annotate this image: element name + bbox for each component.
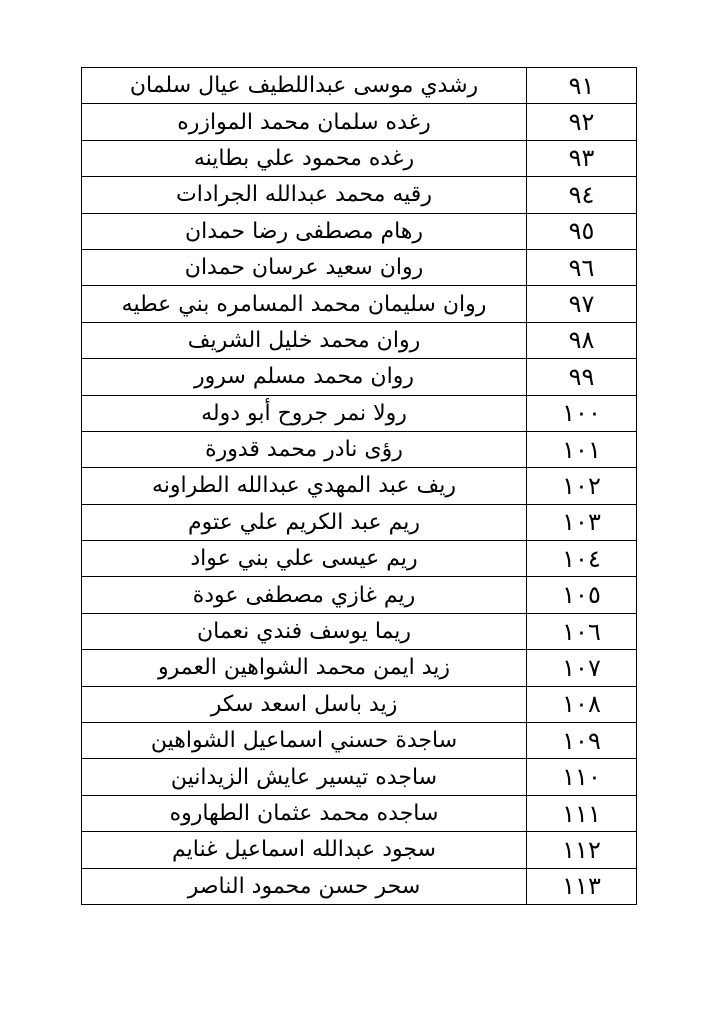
roster-body — [82, 68, 637, 905]
row-number-cell: ٩٢ — [527, 104, 637, 140]
student-name-cell: ساجده تيسير عايش الزيدانين — [82, 759, 527, 795]
row-number-cell: ١٠٨ — [527, 686, 637, 722]
student-name-cell: ساجده محمد عثمان الطهاروه — [82, 795, 527, 831]
student-name-cell: روان محمد مسلم سرور — [82, 359, 527, 395]
row-number-cell: ١١٢ — [527, 832, 637, 868]
table-row — [82, 395, 637, 431]
table-row — [82, 104, 637, 140]
student-name-cell: رغده سلمان محمد الموازره — [82, 104, 527, 140]
student-name-cell: رقيه محمد عبدالله الجرادات — [82, 177, 527, 213]
row-number-cell: ١٠٢ — [527, 468, 637, 504]
table-row — [82, 868, 637, 904]
table-row — [82, 322, 637, 358]
table-row — [82, 249, 637, 285]
student-name-cell: رغده محمود علي بطاينه — [82, 140, 527, 176]
row-number-cell: ١٠٣ — [527, 504, 637, 540]
student-roster-table — [81, 67, 637, 905]
student-name-cell: ريما يوسف فندي نعمان — [82, 613, 527, 649]
table-row — [82, 577, 637, 613]
student-name-cell: ريف عبد المهدي عبدالله الطراونه — [82, 468, 527, 504]
table-row — [82, 759, 637, 795]
table-row — [82, 504, 637, 540]
table-row — [82, 832, 637, 868]
row-number-cell: ٩٤ — [527, 177, 637, 213]
row-number-cell: ١١١ — [527, 795, 637, 831]
table-row — [82, 213, 637, 249]
student-name-cell: رهام مصطفى رضا حمدان — [82, 213, 527, 249]
student-name-cell: رولا نمر جروح أبو دوله — [82, 395, 527, 431]
row-number-cell: ٩٨ — [527, 322, 637, 358]
student-name-cell: رؤى نادر محمد قدورة — [82, 431, 527, 467]
row-number-cell: ١٠٩ — [527, 723, 637, 759]
student-name-cell: سحر حسن محمود الناصر — [82, 868, 527, 904]
student-name-cell: ريم عبد الكريم علي عتوم — [82, 504, 527, 540]
student-name-cell: روان سعيد عرسان حمدان — [82, 249, 527, 285]
row-number-cell: ١٠٧ — [527, 650, 637, 686]
student-name-cell: ريم غازي مصطفى عودة — [82, 577, 527, 613]
row-number-cell: ١١٠ — [527, 759, 637, 795]
student-name-cell: ريم عيسى علي بني عواد — [82, 541, 527, 577]
table-row — [82, 68, 637, 104]
row-number-cell: ٩٥ — [527, 213, 637, 249]
row-number-cell: ٩١ — [527, 68, 637, 104]
row-number-cell: ١٠٦ — [527, 613, 637, 649]
row-number-cell: ١٠٠ — [527, 395, 637, 431]
row-number-cell: ١١٣ — [527, 868, 637, 904]
table-row — [82, 359, 637, 395]
student-name-cell: روان محمد خليل الشريف — [82, 322, 527, 358]
table-row — [82, 140, 637, 176]
student-name-cell: زيد ايمن محمد الشواهين العمرو — [82, 650, 527, 686]
table-row — [82, 723, 637, 759]
row-number-cell: ٩٦ — [527, 249, 637, 285]
table-row — [82, 795, 637, 831]
student-name-cell: زيد باسل اسعد سكر — [82, 686, 527, 722]
table-row — [82, 686, 637, 722]
student-name-cell: رشدي موسى عبداللطيف عيال سلمان — [82, 68, 527, 104]
row-number-cell: ١٠٤ — [527, 541, 637, 577]
row-number-cell: ١٠٥ — [527, 577, 637, 613]
table-row — [82, 468, 637, 504]
row-number-cell: ٩٩ — [527, 359, 637, 395]
table-row — [82, 650, 637, 686]
table-row — [82, 613, 637, 649]
row-number-cell: ٩٧ — [527, 286, 637, 322]
student-name-cell: سجود عبدالله اسماعيل غنايم — [82, 832, 527, 868]
row-number-cell: ١٠١ — [527, 431, 637, 467]
student-name-cell: روان سليمان محمد المسامره بني عطيه — [82, 286, 527, 322]
table-row — [82, 177, 637, 213]
student-name-cell: ساجدة حسني اسماعيل الشواهين — [82, 723, 527, 759]
row-number-cell: ٩٣ — [527, 140, 637, 176]
table-row — [82, 541, 637, 577]
table-row — [82, 286, 637, 322]
table-row — [82, 431, 637, 467]
